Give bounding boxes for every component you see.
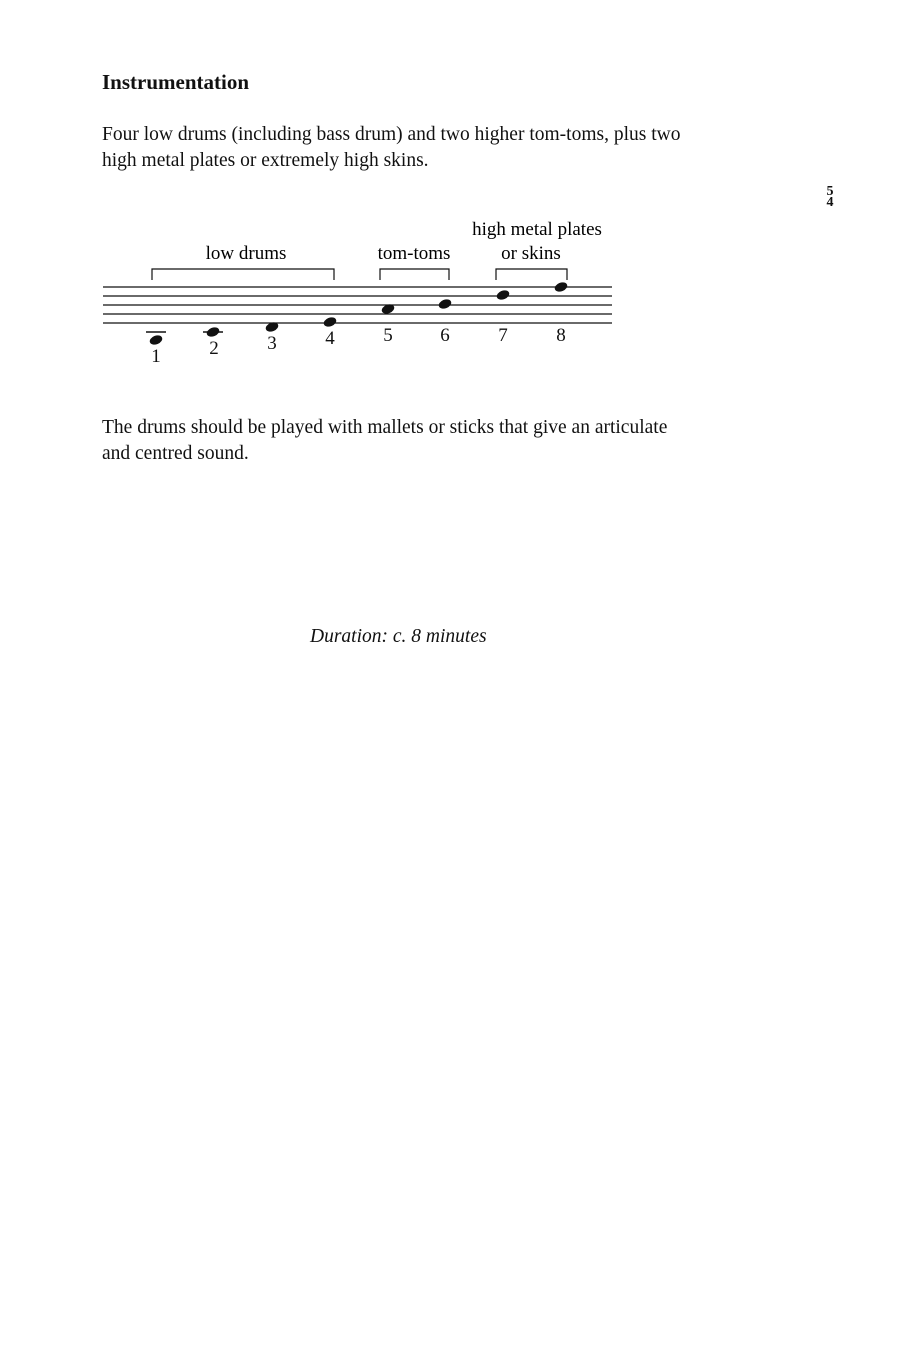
note-number: 5	[383, 325, 393, 346]
paragraph-line: The drums should be played with mallets or sticks that give an articulate	[102, 417, 668, 438]
note-head-1	[148, 334, 163, 347]
page-mark-top: 5	[826, 184, 834, 199]
paragraph-line: Four low drums (including bass drum) and two higher tom-toms, plus two	[102, 124, 681, 145]
group-bracket-low-drums	[152, 269, 334, 280]
group-bracket-metal-plates	[496, 269, 567, 280]
note-number: 2	[209, 338, 219, 359]
note-number: 7	[498, 325, 508, 346]
note-head-8	[553, 281, 568, 294]
mallets-paragraph	[102, 415, 722, 467]
group-label-tom-toms: tom-toms	[377, 243, 451, 264]
group-label-metal-plates-2: or skins	[501, 243, 561, 264]
staff-lines	[103, 287, 612, 323]
percussion-staff-diagram	[0, 0, 900, 400]
section-heading: Instrumentation	[102, 70, 250, 94]
note-number: 4	[325, 328, 335, 349]
paragraph-line: and centred sound.	[102, 443, 249, 464]
note-head-2	[205, 326, 220, 339]
note-head-6	[437, 298, 452, 311]
note-number: 6	[440, 325, 450, 346]
note-head-4	[322, 316, 337, 329]
group-label-metal-plates: high metal plates	[472, 219, 602, 240]
paragraph-line: high metal plates or extremely high skins.	[102, 150, 429, 171]
note-number: 8	[556, 325, 566, 346]
group-label-low-drums: low drums	[205, 243, 287, 264]
note-number: 1	[151, 346, 161, 367]
note-head-7	[495, 289, 510, 302]
note-number: 3	[267, 333, 277, 354]
duration-text: Duration: c. 8 minutes	[310, 626, 487, 647]
group-bracket-tom-toms	[380, 269, 449, 280]
page-mark-bottom: 4	[826, 195, 834, 210]
